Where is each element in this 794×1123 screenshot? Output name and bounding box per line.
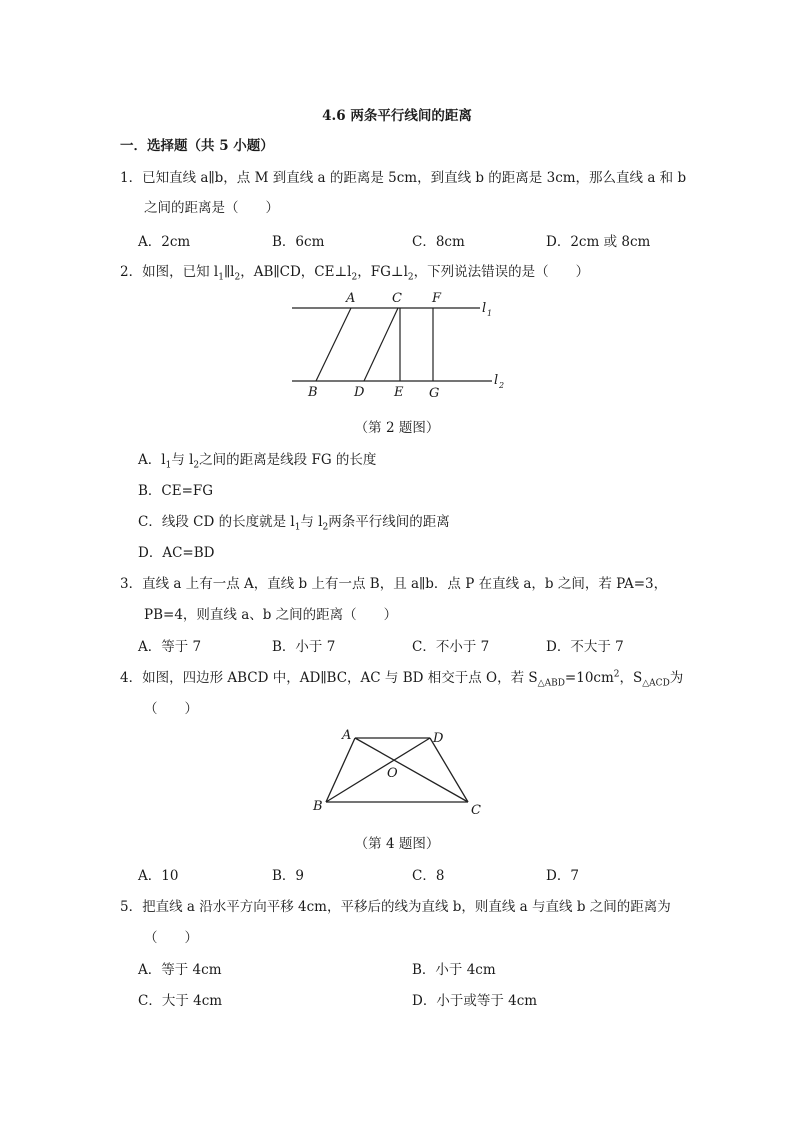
- q4-option-d: D．7: [546, 868, 579, 884]
- q4-figure: [305, 724, 490, 820]
- label-a: A: [342, 728, 352, 743]
- q1-line1: 1．已知直线 a∥b，点 M 到直线 a 的距离是 5cm，到直线 b 的距离是 3cm，那么直线 a 和 b: [120, 170, 687, 186]
- segment-dc: [430, 738, 468, 802]
- q1-option-c: C．8cm: [412, 234, 465, 250]
- q2-option-d: D．AC=BD: [138, 545, 215, 561]
- q1-option-d: D．2cm 或 8cm: [546, 234, 651, 250]
- q2-option-a: A．$l_1$与 $l_2$之间的距离是线段 FG 的长度: [138, 452, 377, 471]
- label-f: F: [432, 291, 442, 306]
- q3-option-a: A．等于 7: [138, 639, 202, 655]
- q5-option-c: C．大于 4cm: [138, 993, 223, 1009]
- label-c: C: [471, 803, 481, 818]
- q5-option-d: D．小于或等于 4cm: [412, 993, 538, 1009]
- diagonal-ac: [355, 738, 468, 802]
- q3-option-b: B．小于 7: [272, 639, 336, 655]
- q2-option-b: B．CE=FG: [138, 483, 214, 499]
- q3-line1: 3．直线 a 上有一点 A，直线 b 上有一点 B，且 a∥b．点 P 在直线 a，b 之间，若 PA=3，: [120, 576, 668, 592]
- diagonal-bd: [326, 738, 430, 802]
- q3-option-c: C．不小于 7: [412, 639, 490, 655]
- label-l1-sub: 1: [487, 309, 493, 318]
- q1-line2: 之间的距离是（ ）: [144, 200, 279, 216]
- label-l1: l: [482, 301, 487, 316]
- label-b: B: [313, 799, 323, 814]
- q1-option-b: B．6cm: [272, 234, 325, 250]
- q5-option-b: B．小于 4cm: [412, 962, 496, 978]
- label-a: A: [346, 291, 356, 306]
- q5-line1: 5．把直线 a 沿水平方向平移 4cm，平移后的线为直线 b，则直线 a 与直线 b 之间的距离为: [120, 899, 671, 915]
- q2-option-c: C．线段 CD 的长度就是 $l_1$与 $l_2$两条平行线间的距离: [138, 514, 450, 533]
- q3-line2: PB=4，则直线 a、b 之间的距离（ ）: [144, 607, 398, 623]
- label-d: D: [433, 731, 444, 746]
- page-title: 4.6 两条平行线间的距离: [322, 108, 472, 124]
- q4-line1: 4．如图，四边形 ABCD 中，AD∥BC，AC 与 BD 相交于点 O，若 $S_{\triangle ABD}=10cm^2$，$S_{\triangle ACD}$为: [120, 669, 684, 689]
- label-b: B: [308, 385, 318, 400]
- label-d: D: [354, 385, 365, 400]
- q3-option-d: D．不大于 7: [546, 639, 624, 655]
- q4-line2: （ ）: [144, 701, 198, 717]
- q4-option-a: A．10: [138, 868, 179, 884]
- q1-option-a: A．2cm: [138, 234, 191, 250]
- q2-caption: （第 2 题图）: [354, 420, 440, 436]
- label-e: E: [394, 385, 404, 400]
- q2-figure: [280, 286, 510, 404]
- q5-option-a: A．等于 4cm: [138, 962, 222, 978]
- q4-option-b: B．9: [272, 868, 305, 884]
- segment-cd: [364, 308, 398, 381]
- q2-line1: 2．如图，已知 $l_1\parallel l_2$，AB∥CD，$CE\perp l_2$，$FG\perp l_2$，下列说法错误的是（ ）: [120, 264, 590, 283]
- label-g: G: [429, 386, 440, 401]
- q5-line2: （ ）: [144, 930, 198, 946]
- label-o: O: [387, 766, 398, 781]
- label-l2: l: [494, 373, 499, 388]
- q4-option-c: C．8: [412, 868, 445, 884]
- label-c: C: [392, 291, 402, 306]
- label-l2-sub: 2: [499, 381, 505, 390]
- section-heading: 一．选择题（共 5 小题）: [120, 138, 274, 154]
- segment-ab: [316, 308, 351, 381]
- q4-caption: （第 4 题图）: [354, 836, 440, 852]
